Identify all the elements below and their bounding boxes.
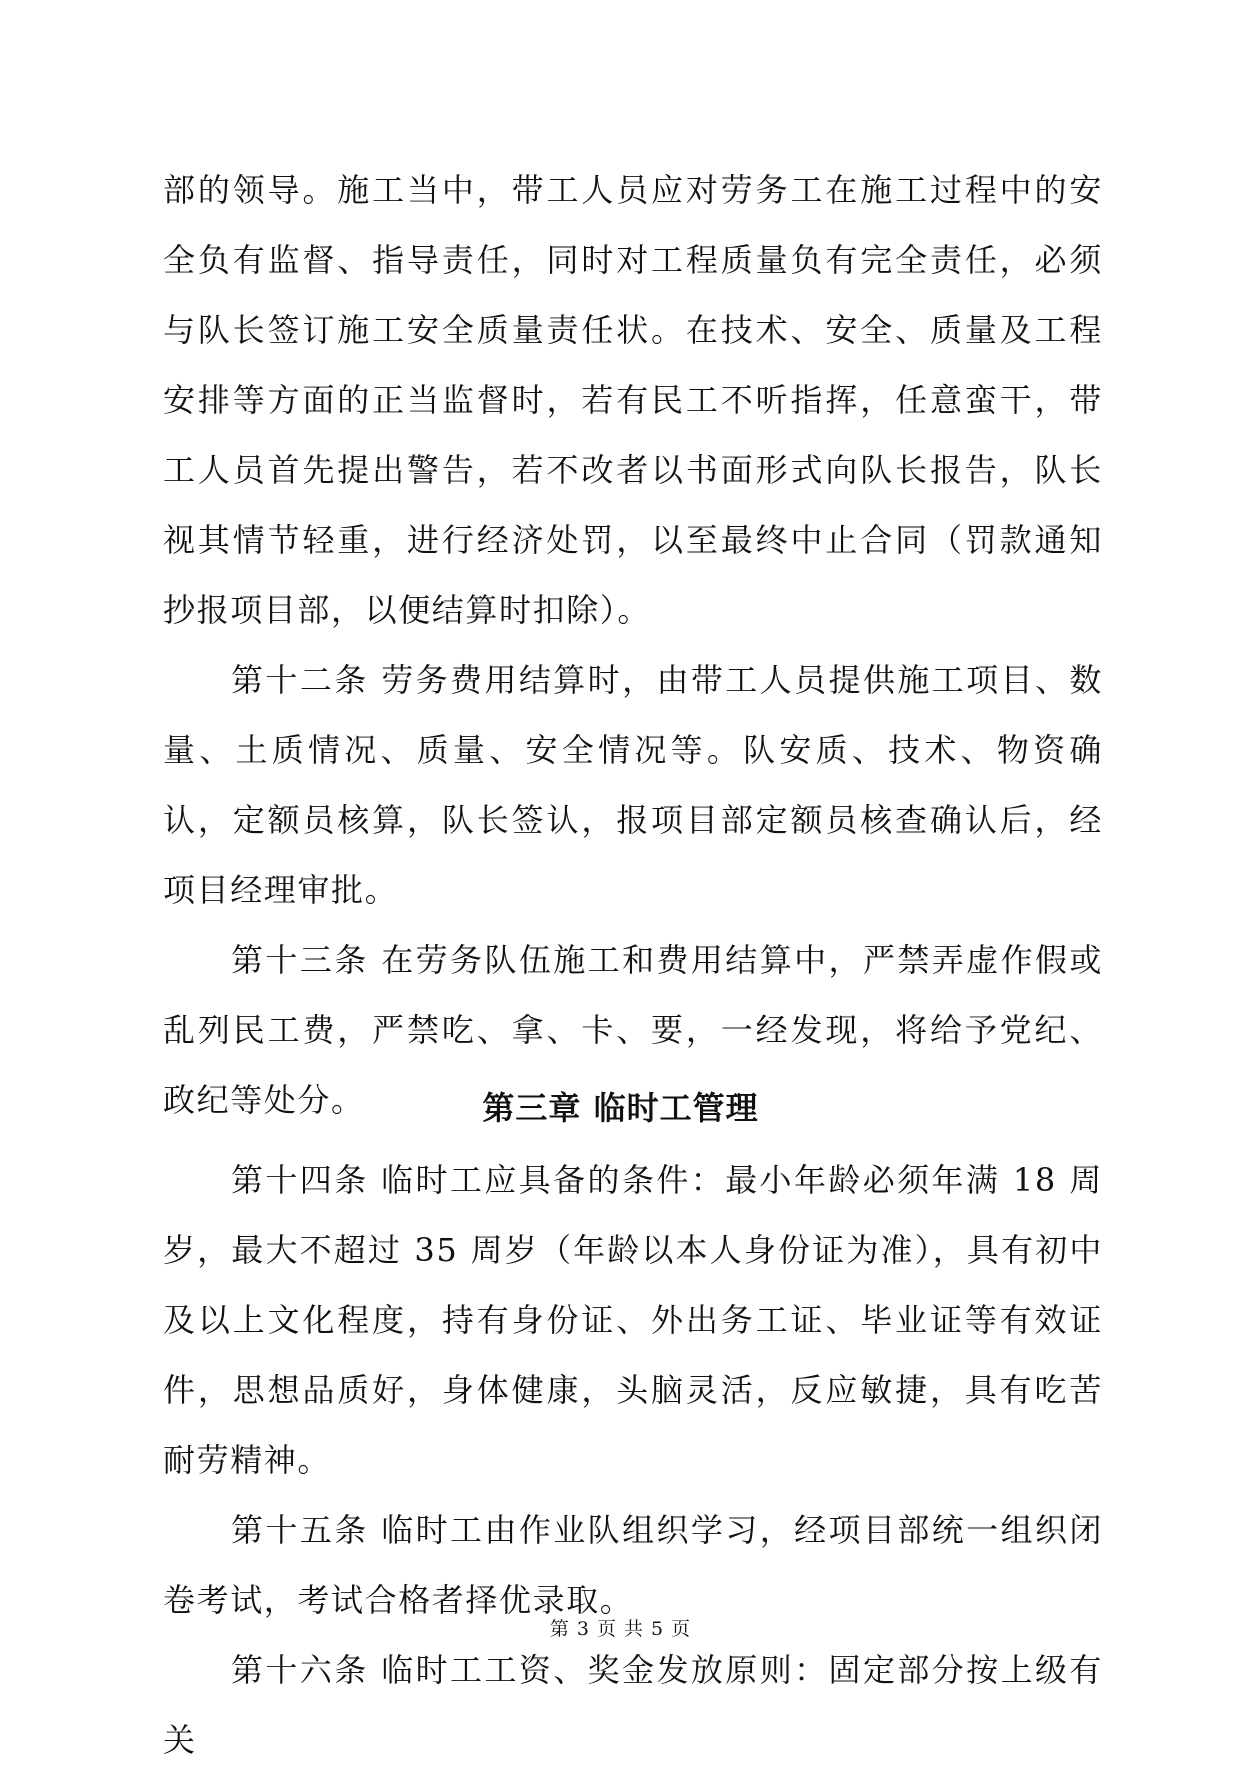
body-text-section-1 — [163, 155, 1103, 1135]
paragraph-article-13: 第十三条 在劳务队伍施工和费用结算中，严禁弄虚作假或乱列民工费，严禁吃、拿、卡、要，一经发现，将给予党纪、政纪等处分。 — [163, 941, 1103, 1119]
paragraph-article-12: 第十二条 劳务费用结算时，由带工人员提供施工项目、数量、土质情况、质量、安全情况等。队安质、技术、物资确认，定额员核算，队长签认，报项目部定额员核查确认后，经项目经理审批。 — [163, 661, 1103, 909]
page-footer: 第 3 页 共 5 页 — [549, 1618, 692, 1640]
body-text-section-2 — [163, 1145, 1103, 1775]
paragraph-article-15: 第十五条 临时工由作业队组织学习，经项目部统一组织闭卷考试，考试合格者择优录取。 — [163, 1511, 1103, 1619]
paragraph-article-14: 第十四条 临时工应具备的条件：最小年龄必须年满 18 周岁，最大不超过 35 周岁（年龄以本人身份证为准），具有初中及以上文化程度，持有身份证、外出务工证、毕业证等有效证件，思想品质好，身体健康，头脑灵活，反应敏捷，具有吃苦耐劳精神。 — [163, 1161, 1103, 1479]
chapter-title: 第三章 临时工管理 — [482, 1089, 759, 1127]
paragraph-article-16: 第十六条 临时工工资、奖金发放原则：固定部分按上级有关 — [163, 1651, 1103, 1759]
paragraph-continued: 部的领导。施工当中，带工人员应对劳务工在施工过程中的安全负有监督、指导责任，同时对工程质量负有完全责任，必须与队长签订施工安全质量责任状。在技术、安全、质量及工程安排等方面的正当监督时，若有民工不听指挥，任意蛮干，带工人员首先提出警告，若不改者以书面形式向队长报告，队长视其情节轻重，进行经济处罚，以至最终中止合同（罚款通知抄报项目部，以便结算时扣除）。 — [163, 171, 1103, 629]
